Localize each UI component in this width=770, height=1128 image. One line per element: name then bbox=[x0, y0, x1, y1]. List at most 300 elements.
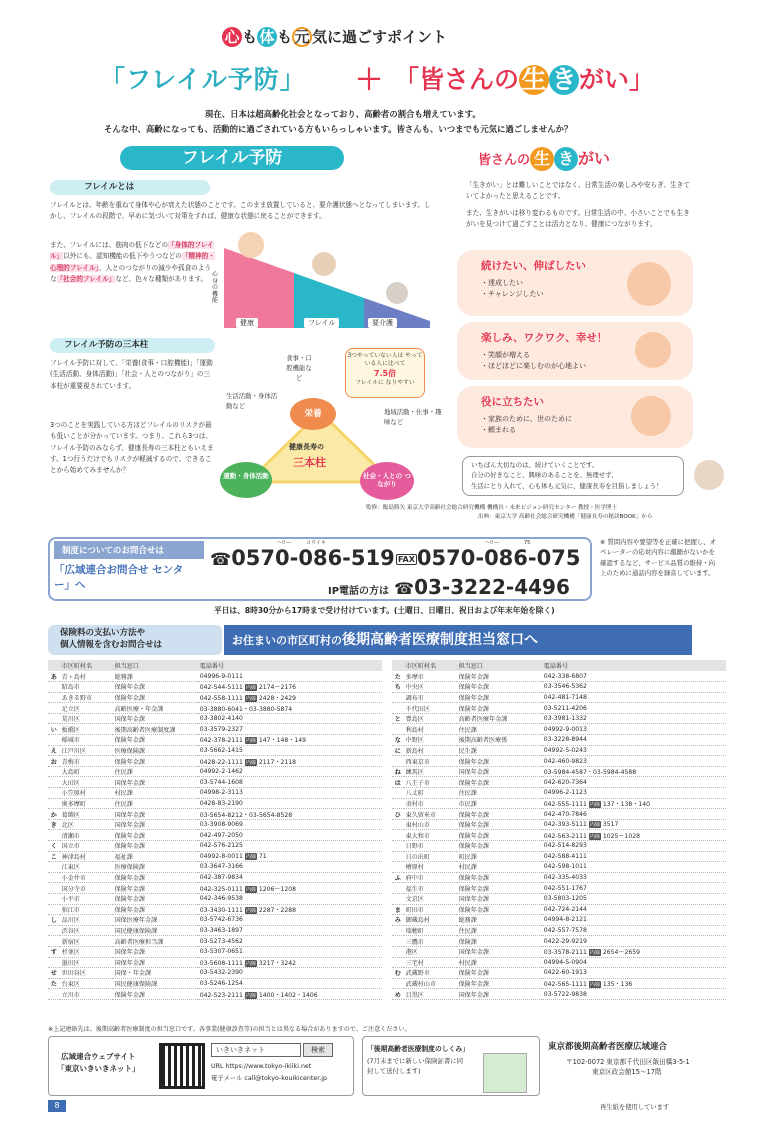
window-name: 国保年金課 bbox=[113, 819, 198, 830]
phone-number[interactable]: 03-5246-1254 bbox=[198, 978, 382, 989]
window-name: 保険年金課 bbox=[113, 682, 198, 693]
fax-icon: FAX bbox=[398, 554, 415, 564]
window-name: 保険年金課 bbox=[457, 904, 542, 915]
stage-label-care: 要介護 bbox=[368, 318, 397, 328]
phone-number[interactable]: 042-393-5111 内線 3517 bbox=[542, 819, 726, 830]
phone-number[interactable]: 03-3430-1111 内線 2287・2288 bbox=[198, 904, 382, 915]
kana-index bbox=[48, 713, 60, 724]
extension-badge: 内線 bbox=[589, 950, 600, 957]
kana-index bbox=[48, 925, 60, 936]
city-name: 御蔵島村 bbox=[404, 915, 457, 926]
extension-badge: 内線 bbox=[245, 853, 256, 860]
kana-index: か bbox=[48, 809, 60, 820]
frail-p3: フレイル予防に対して、「栄養(食事・口腔機能)」「運動(生活活動、身体活動)」「社会・人とのつながり」の三本柱が重要視されています。 bbox=[50, 359, 213, 390]
city-name: 三宅村 bbox=[404, 957, 457, 968]
window-name: 後期高齢者医療係 bbox=[457, 735, 542, 746]
phone-number[interactable]: 04994-5-0904 bbox=[542, 957, 726, 968]
ip-line[interactable]: IP電話の方は ☎03-3222-4496 bbox=[328, 575, 570, 599]
phone-number[interactable]: 042-544-5111 内線 2174～2176 bbox=[198, 682, 382, 693]
kana-index bbox=[392, 957, 404, 968]
phone-number[interactable]: 042-338-6807 bbox=[542, 671, 726, 682]
org-address-2: 東京区政会館15～17階 bbox=[592, 1068, 662, 1076]
table-row bbox=[392, 862, 726, 873]
phone-number[interactable]: 04994-8-2121 bbox=[542, 915, 726, 926]
hours-note: 平日は、8時30分から17時まで受け付けています。(土曜日、日曜日、祝日および年末年始を除く) bbox=[214, 606, 555, 615]
city-name: 利島村 bbox=[404, 724, 457, 735]
window-name: 国保年金課 bbox=[113, 777, 198, 788]
site-url[interactable]: URL https://www.tokyo-ikiiki.net bbox=[211, 1063, 312, 1070]
source-credit: 出典：東京大学 高齢社会総合研究機構「健康長寿の秘訣BOOK」から bbox=[478, 514, 653, 520]
table-row bbox=[392, 851, 726, 862]
phone-number[interactable]: 042-557-7578 bbox=[542, 925, 726, 936]
kana-index bbox=[392, 841, 404, 852]
table-row bbox=[48, 883, 382, 894]
kana-index bbox=[392, 978, 404, 989]
table-row bbox=[48, 809, 382, 820]
ikigai-card-continue: 続けたい、伸ばしたい ・達成したい ・チャレンジしたい bbox=[457, 250, 693, 316]
booklet-title: 「後期高齢者医療制度のしくみ」 bbox=[367, 1045, 469, 1053]
window-name: 後期高齢者医療制度課 bbox=[113, 724, 198, 735]
kana-index bbox=[392, 788, 404, 799]
qr-code[interactable] bbox=[159, 1043, 205, 1089]
window-name: 保険年金課 bbox=[457, 682, 542, 693]
phone-number[interactable]: 03-5608-1111 内線 3217・3242 bbox=[198, 957, 382, 968]
table-row bbox=[392, 936, 726, 947]
phone-number[interactable]: 0428-22-1111 内線 2117・2118 bbox=[198, 756, 382, 767]
phone-number[interactable]: 042-497-2050 bbox=[198, 830, 382, 841]
city-name: 葛飾区 bbox=[60, 809, 113, 820]
kana-index: む bbox=[392, 968, 404, 979]
window-name: 国民健康保険課 bbox=[113, 978, 198, 989]
stage-health bbox=[224, 248, 294, 328]
kana-index bbox=[392, 883, 404, 894]
city-name: 八王子市 bbox=[404, 777, 457, 788]
city-name: 稲城市 bbox=[60, 735, 113, 746]
table-row bbox=[392, 872, 726, 883]
extension-number: 147・148・149 bbox=[258, 737, 306, 745]
extension-badge: 内線 bbox=[589, 822, 600, 829]
window-name: 総務課 bbox=[113, 671, 198, 682]
city-name: 江戸川区 bbox=[60, 745, 113, 756]
city-name: 渋谷区 bbox=[60, 925, 113, 936]
table-row bbox=[392, 925, 726, 936]
window-name: 高齢者医療担当課 bbox=[113, 936, 198, 947]
kana-index bbox=[392, 862, 404, 873]
kana-index bbox=[392, 946, 404, 957]
office-left-heading: 保険料の支払い方法や 個人情報を含むお問合せは bbox=[48, 625, 222, 655]
table-row bbox=[48, 872, 382, 883]
phone-number[interactable]: 03-3228-8944 bbox=[542, 735, 726, 746]
window-name: 国保年金課 bbox=[113, 809, 198, 820]
ikigai-p1: 「生きがい」とは難しいことではなく、日常生活の楽しみや安らぎ、生きていてよかったと思えることです。 bbox=[466, 181, 690, 201]
city-name: 荒川区 bbox=[60, 713, 113, 724]
table-row bbox=[392, 830, 726, 841]
phone-number[interactable]: 0428-83-2190 bbox=[198, 798, 382, 809]
extension-badge: 内線 bbox=[245, 738, 256, 745]
frail-p1: フレイルとは、年齢を重ねて身体や心が衰えた状態のことです。このまま放置していると、要介護状態へとなってしまいます。しかし、フレイルの段階で、早めに気づいて対策をすれば、健康な状態に戻ることができます。 bbox=[50, 201, 431, 221]
table-row bbox=[48, 735, 382, 746]
phone-number[interactable]: 042-558-1111 内線 2428・2429 bbox=[198, 692, 382, 703]
phone-number[interactable]: 042-325-0111 内線 1206～1208 bbox=[198, 883, 382, 894]
phone-number[interactable]: 04992-2-1462 bbox=[198, 766, 382, 777]
extension-number: 2117・2118 bbox=[258, 758, 296, 766]
table-row bbox=[392, 841, 726, 852]
window-name: 保険年金課 bbox=[457, 883, 542, 894]
window-name: 保険年金課 bbox=[457, 841, 542, 852]
phone-number[interactable]: 0422-29-9219 bbox=[542, 936, 726, 947]
window-name: 国保年金課 bbox=[457, 946, 542, 957]
phone-number[interactable]: 042-551-1767 bbox=[542, 883, 726, 894]
window-name: 保険年金課 bbox=[113, 756, 198, 767]
frail-heading-2: フレイル予防の三本柱 bbox=[50, 338, 215, 353]
table-row bbox=[48, 925, 382, 936]
table-row bbox=[392, 766, 726, 777]
phone-number[interactable]: 042-514-8293 bbox=[542, 841, 726, 852]
phone-number[interactable]: 04996-2-1123 bbox=[542, 788, 726, 799]
table-row bbox=[48, 851, 382, 862]
kana-index: す bbox=[48, 946, 60, 957]
city-name: 狛江市 bbox=[60, 904, 113, 915]
extension-badge: 内線 bbox=[589, 982, 600, 989]
phone-number[interactable]: 03-5211-4206 bbox=[542, 703, 726, 714]
table-row bbox=[48, 777, 382, 788]
table-row bbox=[48, 841, 382, 852]
org-address-1: 〒102-0072 東京都千代田区飯田橋3-5-1 bbox=[566, 1058, 690, 1066]
person-walking-figure bbox=[238, 232, 264, 258]
web-site-label: 広域連合ウェブサイト 「東京いきいきネット」 bbox=[57, 1052, 140, 1073]
phone-number[interactable]: 04996-9-0111 bbox=[198, 671, 382, 682]
table-row bbox=[48, 989, 382, 1000]
window-name: 国保年金課 bbox=[113, 957, 198, 968]
table-row bbox=[392, 946, 726, 957]
kana-index: ち bbox=[392, 682, 404, 693]
phone-number[interactable]: 03-5803-1205 bbox=[542, 893, 726, 904]
person-wheelchair-figure bbox=[386, 282, 408, 304]
kana-index: せ bbox=[48, 968, 60, 979]
phone-number[interactable]: 042-378-2111 内線 147・148・149 bbox=[198, 735, 382, 746]
city-name: 清瀬市 bbox=[60, 830, 113, 841]
phone-number[interactable]: 042-335-4033 bbox=[542, 872, 726, 883]
kana-index: に bbox=[392, 745, 404, 756]
note-social: 地域活動・仕事・趣味など bbox=[384, 408, 442, 426]
fax-ruby: ハロー 75 bbox=[484, 540, 531, 546]
city-name: 日野市 bbox=[404, 841, 457, 852]
kana-index bbox=[392, 819, 404, 830]
window-name: 保険年金課 bbox=[113, 735, 198, 746]
booklet-image bbox=[483, 1053, 527, 1093]
banner-ikigai: 「皆さんの生 き がい」 bbox=[394, 65, 655, 94]
window-name: 保険年金課 bbox=[457, 978, 542, 989]
phone-number[interactable]: 042-555-1111 内線 137・138・140 bbox=[542, 798, 726, 809]
city-name: 中野区 bbox=[404, 735, 457, 746]
window-name: 保険年金課 bbox=[113, 872, 198, 883]
phone-number[interactable]: 03-5742-6736 bbox=[198, 915, 382, 926]
window-name: 国保医療年金課 bbox=[113, 915, 198, 926]
city-name: 小笠原村 bbox=[60, 788, 113, 799]
window-name: 高齢者医療年金課 bbox=[457, 713, 542, 724]
phone-number[interactable]: 042-523-2111 内線 1400・1402・1406 bbox=[198, 989, 382, 1000]
extension-badge: 内線 bbox=[589, 833, 600, 840]
phone-number[interactable]: 03-3463-1897 bbox=[198, 925, 382, 936]
phone-number[interactable]: 042-387-9834 bbox=[198, 872, 382, 883]
window-name: 国保年金課 bbox=[457, 989, 542, 1000]
table-row bbox=[392, 968, 726, 979]
table-row bbox=[48, 946, 382, 957]
phone-number[interactable]: 042-346-9538 bbox=[198, 893, 382, 904]
phone-number[interactable]: 042-460-9823 bbox=[542, 756, 726, 767]
window-name: 保険年金課 bbox=[457, 671, 542, 682]
city-name: 東久留米市 bbox=[404, 809, 457, 820]
extension-number: 135・136 bbox=[602, 981, 633, 989]
char-karada: 体 bbox=[257, 27, 277, 47]
city-name: 調布市 bbox=[404, 692, 457, 703]
search-button[interactable]: 検索 bbox=[303, 1043, 333, 1057]
phone-number[interactable]: 03-3546-5362 bbox=[542, 682, 726, 693]
table-row bbox=[48, 904, 382, 915]
phone-number[interactable]: 03-5432-2390 bbox=[198, 968, 382, 979]
phone-number[interactable]: 042-576-2125 bbox=[198, 841, 382, 852]
extension-badge: 内線 bbox=[245, 992, 256, 999]
table-row bbox=[392, 756, 726, 767]
table-row bbox=[392, 735, 726, 746]
phone-number[interactable]: 03-3802-4140 bbox=[198, 713, 382, 724]
city-name: 台東区 bbox=[60, 978, 113, 989]
frail-p4: 3つのことを実践している方ほどフレイルのリスクが最も低いことが分かっています。つまり、これら3つは、フレイル予防のみならず、健康長寿の三本柱ともいえます。1つ行うだけでもリスクが軽減するので、できることから始めてみませんか？ bbox=[50, 421, 214, 475]
table-row bbox=[48, 724, 382, 735]
phone-number[interactable]: 03-5273-4562 bbox=[198, 936, 382, 947]
city-name: 目黒区 bbox=[404, 989, 457, 1000]
city-name: 板橋区 bbox=[60, 724, 113, 735]
ip-phone-icon: ☎ bbox=[394, 579, 415, 598]
table-row bbox=[48, 692, 382, 703]
kana-index bbox=[392, 851, 404, 862]
office-table-left bbox=[48, 660, 382, 1000]
table-row bbox=[392, 745, 726, 756]
kana-index bbox=[48, 883, 60, 894]
city-name: 杉並区 bbox=[60, 946, 113, 957]
kana-index: め bbox=[392, 989, 404, 1000]
kana-index: な bbox=[392, 735, 404, 746]
table-row bbox=[48, 788, 382, 799]
table-row bbox=[48, 893, 382, 904]
phone-number[interactable]: 03-3578-2111 内線 2654～2659 bbox=[542, 946, 726, 957]
city-name: 小金井市 bbox=[60, 872, 113, 883]
kana-index: え bbox=[48, 745, 60, 756]
table-row bbox=[392, 724, 726, 735]
phone-number[interactable]: 03-5662-1415 bbox=[198, 745, 382, 756]
contact-center: 「広域連合お問合せ センター」へ bbox=[54, 564, 184, 591]
city-name: 昭島市 bbox=[60, 682, 113, 693]
phone-number[interactable]: 03-3880-6041・03-3880-5874 bbox=[198, 703, 382, 714]
table-row bbox=[392, 798, 726, 809]
kana-index: た bbox=[48, 978, 60, 989]
window-name: 国保年金課 bbox=[457, 766, 542, 777]
header bbox=[0, 0, 770, 119]
table-row bbox=[392, 915, 726, 926]
kana-index bbox=[48, 862, 60, 873]
window-name: 保険年金課 bbox=[457, 819, 542, 830]
banner-frail: 「フレイル予防」 bbox=[100, 65, 306, 94]
window-name: 保険年金課 bbox=[457, 872, 542, 883]
table-row bbox=[392, 978, 726, 989]
city-name: 東大和市 bbox=[404, 830, 457, 841]
booklet-box bbox=[362, 1036, 540, 1096]
city-name: 国分寺市 bbox=[60, 883, 113, 894]
professor-figure bbox=[694, 460, 724, 490]
table-row bbox=[48, 682, 382, 693]
phone-number[interactable]: 03-5722-9838 bbox=[542, 989, 726, 1000]
phone-number[interactable]: 04992-5-0243 bbox=[542, 745, 726, 756]
phone-number[interactable]: 042-598-1011 bbox=[542, 862, 726, 873]
search-box[interactable]: いきいきネット bbox=[211, 1043, 301, 1057]
city-name: 日の出町 bbox=[404, 851, 457, 862]
extension-badge: 内線 bbox=[589, 801, 600, 808]
table-row bbox=[392, 893, 726, 904]
intro-line-2: そんな中、高齢になっても、活動的に過ごされている方もいらっしゃいます。皆さんも、いつまでも元気に過ごしませんか？ bbox=[104, 124, 573, 134]
city-name: 墨田区 bbox=[60, 957, 113, 968]
window-name: 国保年金課 bbox=[457, 893, 542, 904]
phone-number[interactable]: 042-588-4111 bbox=[542, 851, 726, 862]
city-name: 福生市 bbox=[404, 883, 457, 894]
phone-number[interactable]: 03-3981-1332 bbox=[542, 713, 726, 724]
phone-number[interactable]: 0570-086-519 bbox=[231, 546, 395, 570]
city-name: 羽村市 bbox=[404, 798, 457, 809]
phone-number[interactable]: 03-3647-3166 bbox=[198, 862, 382, 873]
city-name: 小平市 bbox=[60, 893, 113, 904]
window-name: 医療保険課 bbox=[113, 862, 198, 873]
table-row bbox=[48, 756, 382, 767]
city-name: 町田市 bbox=[404, 904, 457, 915]
risk-bubble: 3つやっていない人は やっている人に比べて 7.5倍 フレイルに なりやすい bbox=[345, 348, 425, 398]
window-name: 町民課 bbox=[457, 851, 542, 862]
city-name: 大田区 bbox=[60, 777, 113, 788]
ikigai-card-enjoy: 楽しみ、ワクワク、幸せ！ ・笑顔が増える ・ほどほどに楽しむのが心地よい bbox=[457, 322, 693, 380]
city-name: 青梅市 bbox=[60, 756, 113, 767]
kana-index: ね bbox=[392, 766, 404, 777]
person-cane-figure bbox=[312, 252, 336, 276]
phone-number[interactable]: 042-481-7148 bbox=[542, 692, 726, 703]
window-name: 保険年金課 bbox=[457, 777, 542, 788]
window-name: 保険課 bbox=[457, 936, 542, 947]
page-number: 8 bbox=[48, 1100, 66, 1112]
kana-index: と bbox=[392, 713, 404, 724]
window-name: 保険年金課 bbox=[113, 883, 198, 894]
window-name: 国保・年金課 bbox=[113, 968, 198, 979]
window-name: 保険年金課 bbox=[113, 841, 198, 852]
window-name: 国保年金課 bbox=[113, 946, 198, 957]
ikigai-p2: また、生きがいは移り変わるものです。日常生活の中、小さいことでも生きがいを見つけて過ごすことは活力となり、健康につながります。 bbox=[466, 209, 690, 229]
phone-number[interactable]: 04998-2-3113 bbox=[198, 788, 382, 799]
stage-label-frail: フレイル bbox=[304, 318, 339, 328]
table-row bbox=[48, 819, 382, 830]
site-email[interactable]: 電子メール call@tokyo-kouikicenter.jp bbox=[211, 1075, 328, 1082]
extension-badge: 内線 bbox=[245, 695, 256, 702]
kana-index bbox=[48, 872, 60, 883]
runner-figure bbox=[627, 262, 671, 306]
phone-number[interactable]: 042-470-7846 bbox=[542, 809, 726, 820]
kana-index: ふ bbox=[392, 872, 404, 883]
kana-index bbox=[48, 788, 60, 799]
kana-index: た bbox=[392, 671, 404, 682]
table-row bbox=[392, 957, 726, 968]
phone-number[interactable]: 03-3908-9069 bbox=[198, 819, 382, 830]
phone-number[interactable]: 042-563-2111 内線 1025～1028 bbox=[542, 830, 726, 841]
extension-number: 2428・2429 bbox=[258, 694, 296, 702]
kana-index bbox=[392, 703, 404, 714]
phone-number[interactable]: 03-5984-4587・03-5984-4588 bbox=[542, 766, 726, 777]
pillar-center-title: 三本柱 bbox=[293, 456, 326, 469]
extension-number: 1025～1028 bbox=[602, 832, 640, 840]
phone-ruby: ハロー コウイキ bbox=[276, 540, 326, 546]
window-name: 保険年金課 bbox=[457, 703, 542, 714]
city-name: 三鷹市 bbox=[404, 936, 457, 947]
window-name: 医療保険課 bbox=[113, 745, 198, 756]
city-name: 国立市 bbox=[60, 841, 113, 852]
city-name: 豊島区 bbox=[404, 713, 457, 724]
note-life: 生活活動・身体活動など bbox=[226, 392, 278, 410]
window-name: 保険年金課 bbox=[457, 830, 542, 841]
extension-number: 3517 bbox=[602, 821, 619, 829]
ip-phone-number[interactable]: 03-3222-4496 bbox=[414, 575, 570, 599]
window-name: 村民課 bbox=[113, 788, 198, 799]
kana-index bbox=[48, 936, 60, 947]
kana-index bbox=[48, 893, 60, 904]
kana-index bbox=[392, 692, 404, 703]
phone-line[interactable] bbox=[210, 546, 395, 570]
pillar-exercise: 運動・身体活動 bbox=[220, 462, 272, 498]
frail-heading-1: フレイルとは bbox=[50, 180, 210, 195]
city-name: 新島村 bbox=[404, 745, 457, 756]
phone-number[interactable]: 0422-60-1913 bbox=[542, 968, 726, 979]
kana-index: く bbox=[48, 841, 60, 852]
window-name: 国保年金課 bbox=[113, 713, 198, 724]
table-row bbox=[48, 915, 382, 926]
phone-number[interactable]: 04992-9-0013 bbox=[542, 724, 726, 735]
phone-number[interactable]: 03-5744-1608 bbox=[198, 777, 382, 788]
city-name: 北区 bbox=[60, 819, 113, 830]
table-row bbox=[48, 703, 382, 714]
city-name: 大島町 bbox=[60, 766, 113, 777]
phone-number[interactable]: 042-724-2144 bbox=[542, 904, 726, 915]
intro-line-1: 現在、日本は超高齢化社会となっており、高齢者の割合も増えています。 bbox=[205, 109, 481, 119]
phone-number[interactable]: 042-620-7364 bbox=[542, 777, 726, 788]
window-name: 保険年金課 bbox=[457, 756, 542, 767]
phone-number[interactable]: 03-5307-0651 bbox=[198, 946, 382, 957]
char-gen: 元 bbox=[292, 27, 312, 47]
phone-number[interactable]: 042-565-1111 内線 135・136 bbox=[542, 978, 726, 989]
city-name: あきる野市 bbox=[60, 692, 113, 703]
phone-number[interactable]: 03-3579-2327 bbox=[198, 724, 382, 735]
advice-speech-bubble: いちばん大切なのは、続けていくことです。 自分の好きなこと、興味のあることを、無理せず、 生活にとり入れて、心も体も元気に、健康長寿を目指しましょう！ bbox=[462, 456, 684, 496]
recycled-note: 再生紙を使用しています bbox=[600, 1104, 670, 1111]
window-name: 住民課 bbox=[457, 724, 542, 735]
table-row bbox=[392, 682, 726, 693]
phone-number[interactable]: 04992-8-0011 内線 71 bbox=[198, 851, 382, 862]
table-row bbox=[392, 989, 726, 1000]
header-title-line: 心 も 体 も 元 気に過ごすポイント bbox=[222, 26, 447, 47]
pillar-nutrition: 栄養 bbox=[290, 398, 336, 430]
frail-p2: また、フレイルには、筋肉の低下などの「身体的フレイル」以外にも、認知機能の低下やうつなどの「精神的・心理的フレイル」、人とのつながりの減少や孤食のような「社会的フレイル」など、色々な種類があります。 bbox=[50, 241, 215, 283]
extension-badge: 内線 bbox=[245, 685, 256, 692]
table-row bbox=[392, 904, 726, 915]
city-name: 多摩市 bbox=[404, 671, 457, 682]
extension-number: 137・138・140 bbox=[602, 800, 650, 808]
phone-number[interactable]: 03-5654-8212・03-5654-8528 bbox=[198, 809, 382, 820]
window-name: 保険年金課 bbox=[113, 989, 198, 1000]
table-row bbox=[392, 809, 726, 820]
pillar-social: 社会・人との つながり bbox=[360, 462, 414, 500]
table-row bbox=[392, 819, 726, 830]
